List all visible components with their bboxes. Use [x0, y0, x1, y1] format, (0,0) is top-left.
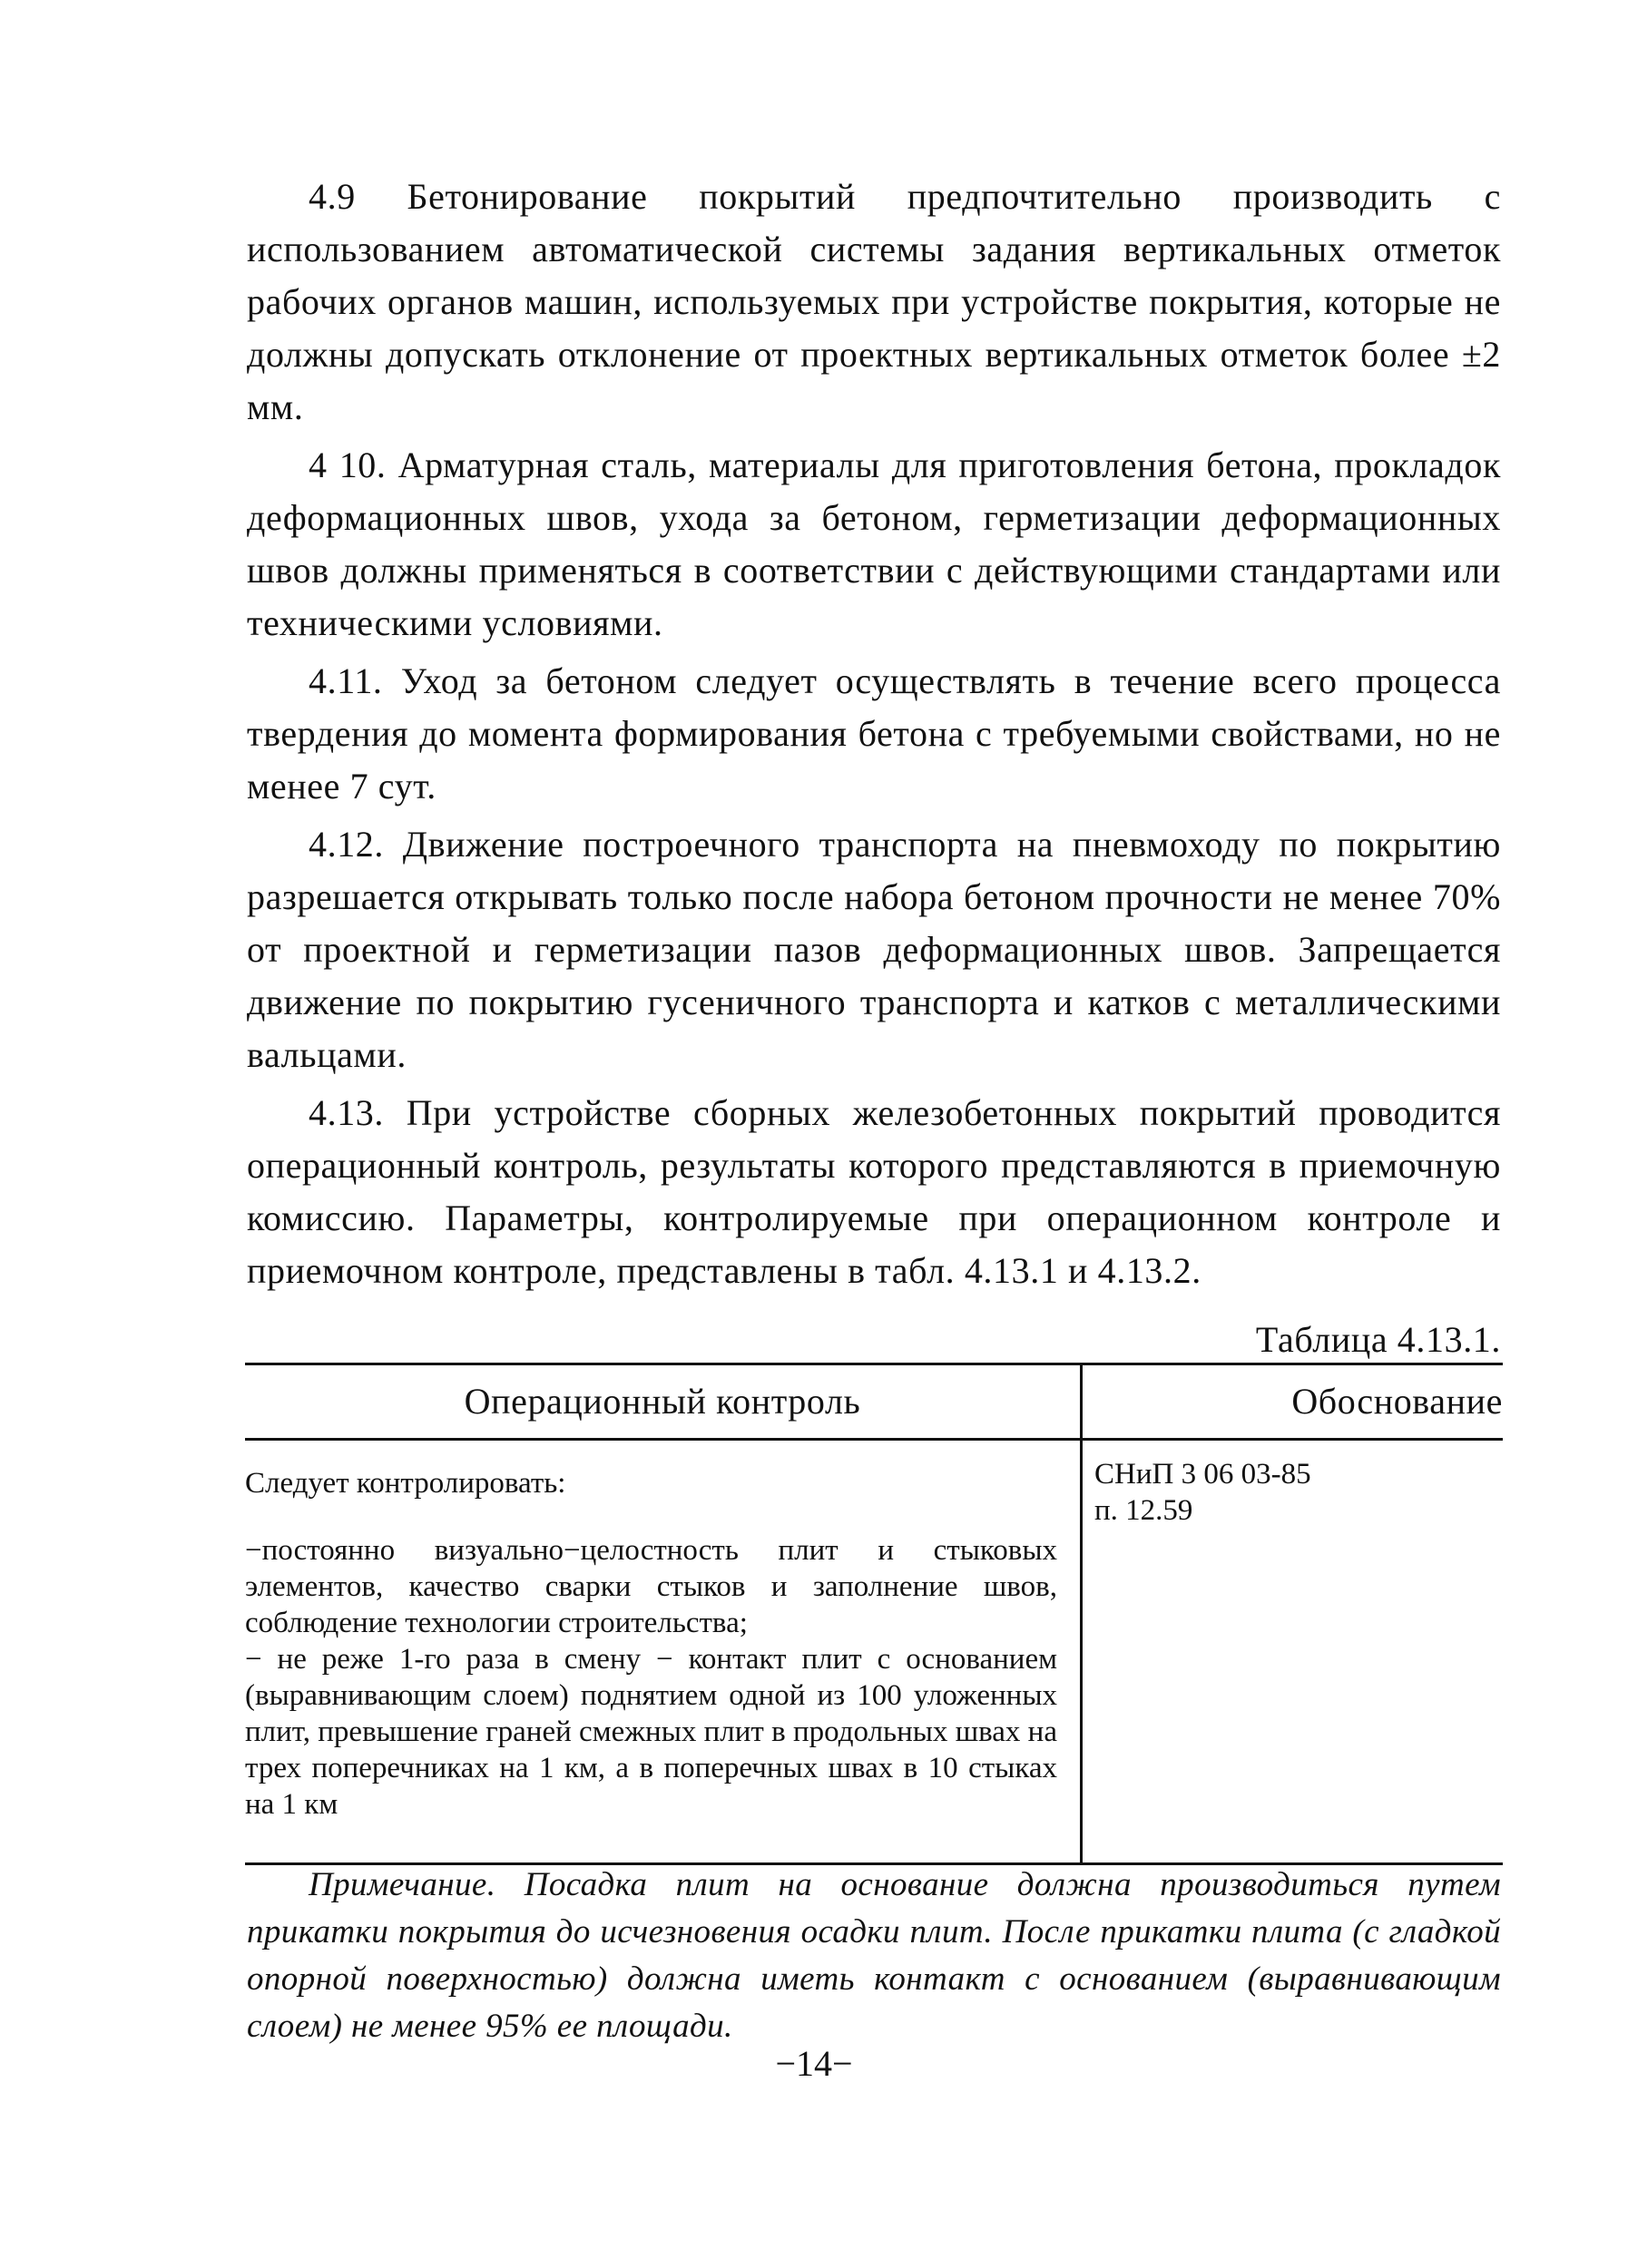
table-header-operational-control: Операционный контроль: [464, 1381, 861, 1422]
paragraph-4-9: 4.9 Бетонирование покрытий предпочтительно производить с использованием автоматической системы задания вертикальных отметок рабочих органов машин, используемых при устройстве покрытия, которые не должны допускать отклонение от проектных вертикальных отметок более ±2 мм.: [247, 176, 1501, 427]
table-cell-lead: Следует контролировать:: [245, 1467, 566, 1500]
table-caption: Таблица 4.13.1.: [1255, 1319, 1501, 1360]
table-cell-control-items: [245, 1465, 1057, 1823]
paragraph-4-13: 4.13. При устройстве сборных железобетонных покрытий проводится операционный контроль, результаты которого представляются в приемочную комиссию. Параметры, контролируемые при операционном контроле и приемочном контроле, представлены в табл. 4.13.1 и 4.13.2.: [247, 1092, 1501, 1291]
reference-clause: п. 12.59: [1094, 1494, 1193, 1527]
control-table: [245, 1363, 1503, 1865]
page-number: −14−: [775, 2043, 853, 2084]
paragraph-4-11: 4.11. Уход за бетоном следует осуществлять в течение всего процесса твердения до момента формирования бетона с требуемыми свойствами, но не менее 7 сут.: [247, 660, 1501, 807]
table-note: Примечание. Посадка плит на основание должна производиться путем прикатки покрытия до исчезновения осадки плит. После прикатки плита (с гладкой опорной поверхностью) должна иметь контакт с основанием (выравнивающим слоем) не менее 95% ее площади.: [247, 1866, 1501, 2045]
paragraph-4-12: 4.12. Движение построечного транспорта на пневмоходу по покрытию разрешается открывать только после набора бетоном прочности не менее 70% от проектной и герметизации пазов деформационных швов. Запрещается движение по покрытию гусеничного транспорта и катков с металлическими вальцами.: [247, 824, 1501, 1075]
table-header-justification: Обоснование: [1291, 1381, 1503, 1422]
table-cell-reference: [1094, 1456, 1494, 1529]
paragraph-4-10: 4 10. Арматурная сталь, материалы для приготовления бетона, прокладок деформационных швов, ухода за бетоном, герметизации деформационных швов должны применяться в соответствии с действующими стандартами или техническими условиями.: [247, 445, 1501, 643]
table-header-separator: [245, 1438, 1503, 1441]
reference-code: СНиП 3 06 03-85: [1094, 1458, 1311, 1491]
body-text: [247, 171, 1501, 1303]
table-cell-item: − не реже 1-го раза в смену − контакт плит с основанием (выравнивающим слоем) поднятием одной из 100 уложенных плит, превышение граней смежных плит в продольных швах на трех поперечниках на 1 км, а в поперечных швах в 10 стыках на 1 км: [245, 1643, 1057, 1821]
table-cell-item: −постоянно визуально−целостность плит и стыковых элементов, качество сварки стыков и заполнение швов, соблюдение технологии строительства;: [245, 1534, 1057, 1639]
